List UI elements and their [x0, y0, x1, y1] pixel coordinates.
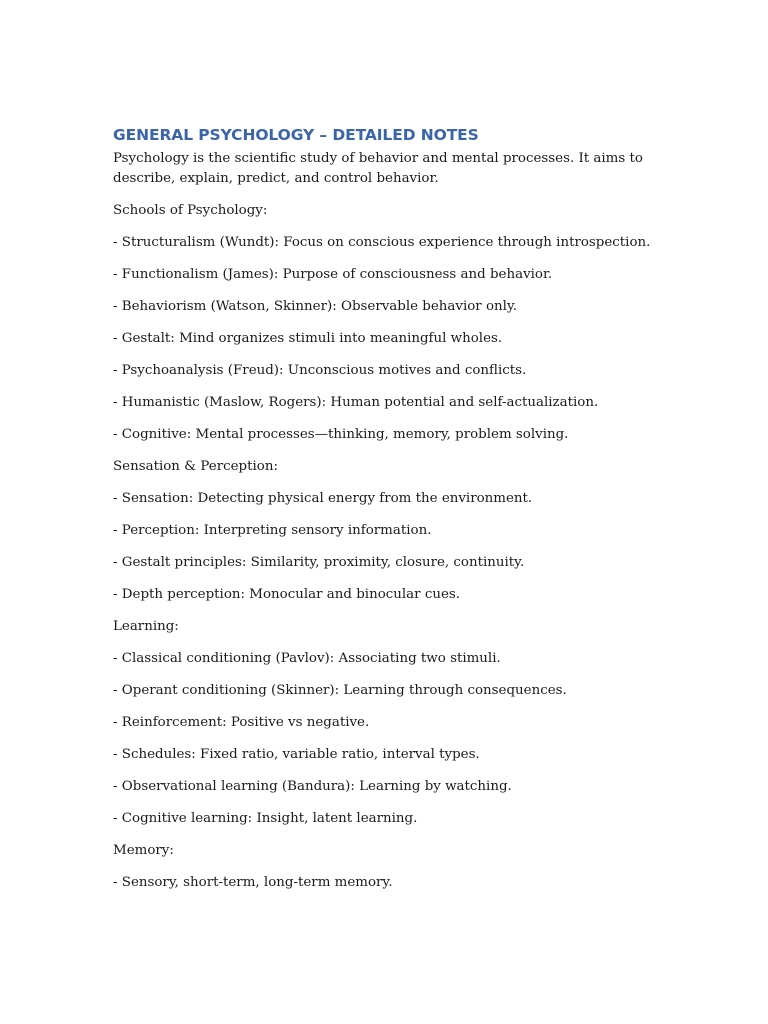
list-item: - Humanistic (Maslow, Rogers): Human potential and self-actualization. [113, 394, 599, 410]
list-item: - Sensation: Detecting physical energy from the environment. [113, 490, 533, 506]
list-item: - Depth perception: Monocular and binocular cues. [113, 586, 460, 602]
list-item: - Functionalism (James): Purpose of consciousness and behavior. [113, 266, 553, 282]
document-page [113, 124, 673, 892]
list-item: - Gestalt principles: Similarity, proximity, closure, continuity. [113, 554, 525, 570]
list-item: - Gestalt: Mind organizes stimuli into meaningful wholes. [113, 330, 503, 346]
list-item: - Classical conditioning (Pavlov): Associating two stimuli. [113, 650, 501, 666]
list-item: - Perception: Interpreting sensory information. [113, 522, 432, 538]
list-item: - Structuralism (Wundt): Focus on conscious experience through introspection. [113, 234, 651, 250]
intro-paragraph: Psychology is the scientific study of behavior and mental processes. It aims to describe, explain, predict, and control behavior. [113, 151, 643, 186]
list-item: - Cognitive learning: Insight, latent learning. [113, 810, 418, 826]
list-item: - Behaviorism (Watson, Skinner): Observable behavior only. [113, 298, 517, 314]
list-item: - Psychoanalysis (Freud): Unconscious motives and conflicts. [113, 362, 527, 378]
list-item: - Sensory, short-term, long-term memory. [113, 874, 393, 890]
list-item: - Schedules: Fixed ratio, variable ratio, interval types. [113, 746, 480, 762]
section-heading-learning: Learning: [113, 618, 179, 634]
section-heading-sensation: Sensation & Perception: [113, 458, 278, 474]
list-item: - Observational learning (Bandura): Learning by watching. [113, 778, 512, 794]
list-item: - Reinforcement: Positive vs negative. [113, 714, 370, 730]
section-heading-memory: Memory: [113, 842, 174, 858]
list-item: - Operant conditioning (Skinner): Learning through consequences. [113, 682, 567, 698]
document-title: GENERAL PSYCHOLOGY – DETAILED NOTES [113, 126, 479, 144]
section-heading-schools: Schools of Psychology: [113, 202, 268, 218]
list-item: - Cognitive: Mental processes—thinking, memory, problem solving. [113, 426, 569, 442]
